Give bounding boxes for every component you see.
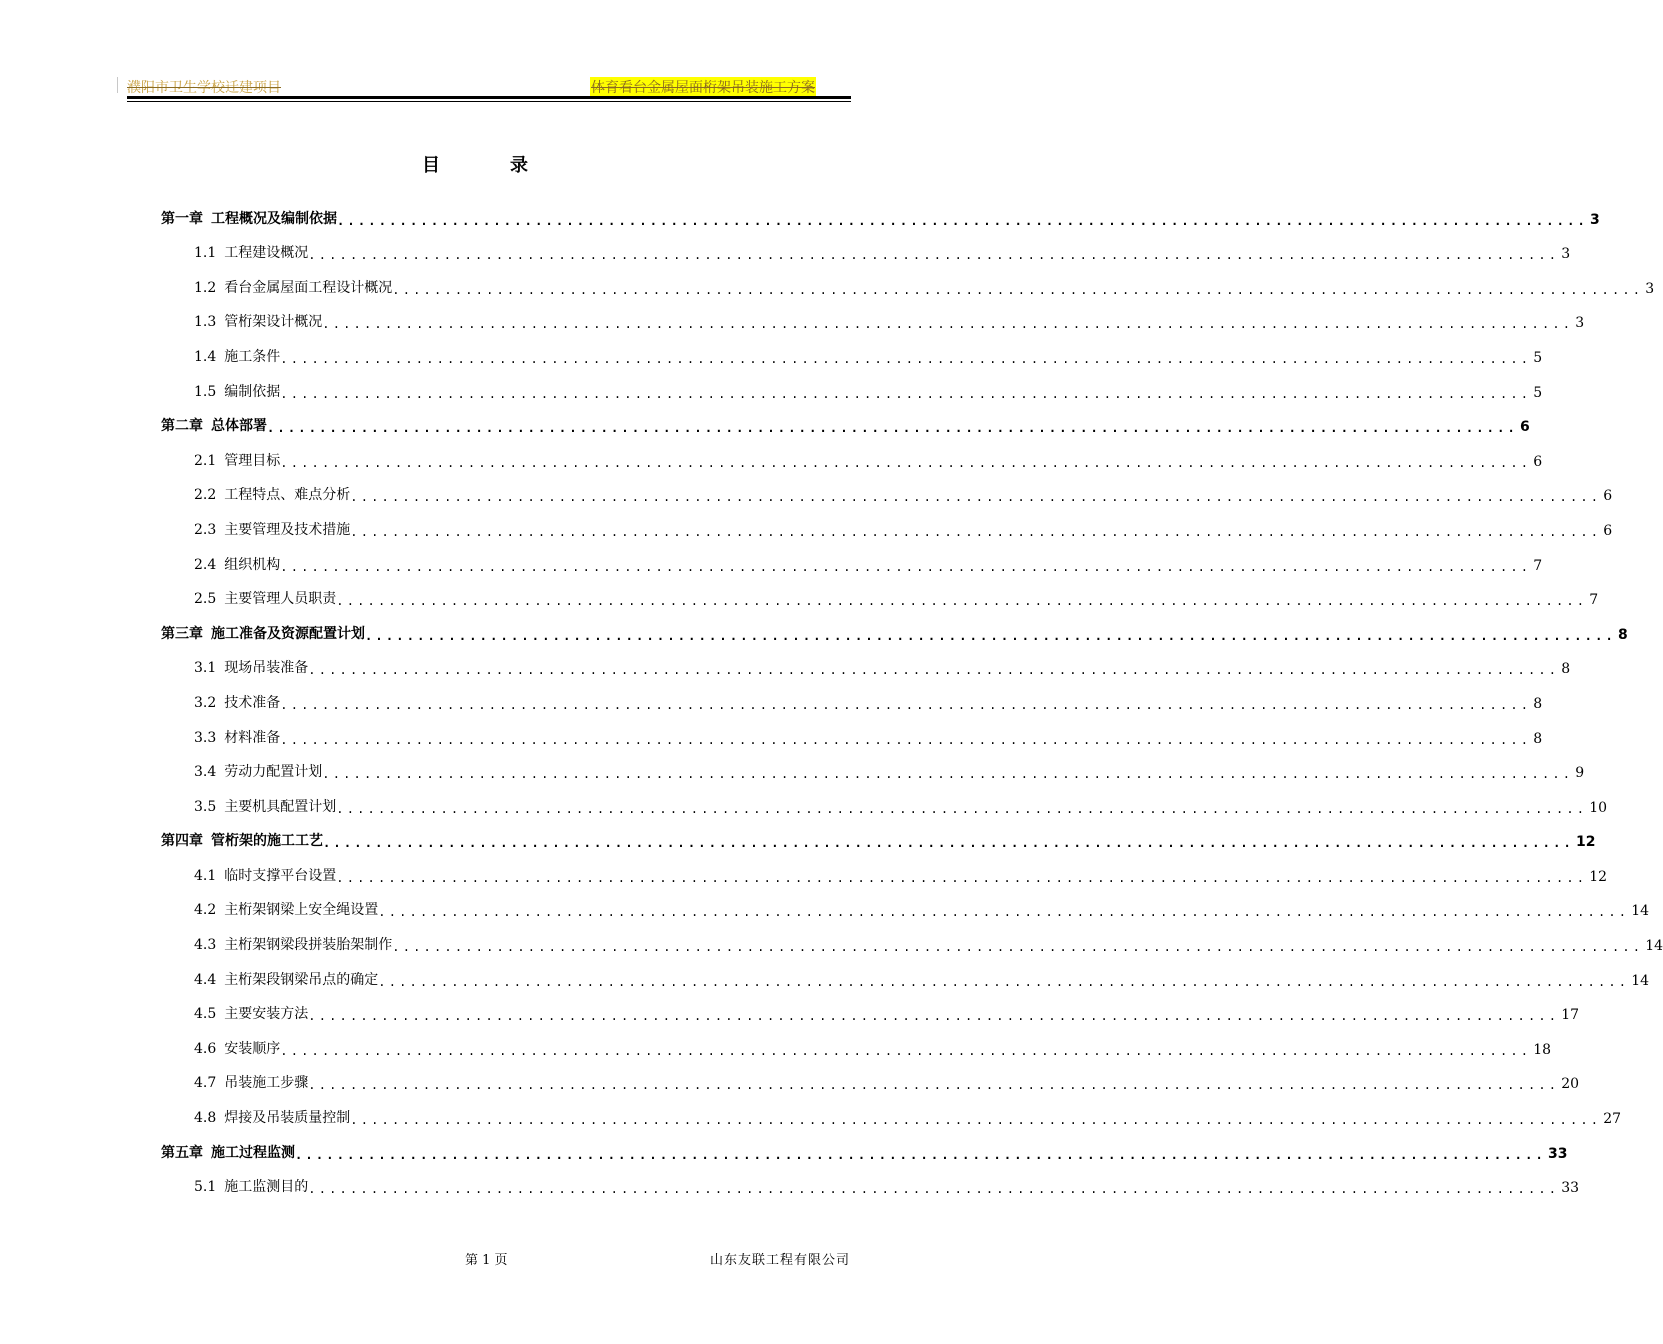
toc-entry-text: 管桁架设计概况 <box>224 314 323 331</box>
toc-dot-leader: ........................................................................................................................ <box>308 663 1560 678</box>
toc-section-entry[interactable] <box>161 922 1663 957</box>
toc-page-number: 6 <box>1519 419 1530 436</box>
toc-page-number: 14 <box>1631 972 1650 989</box>
toc-page-number: 5 <box>1533 384 1543 401</box>
toc-dot-leader: ........................................................................................................................ <box>350 490 1602 505</box>
toc-page-number: 12 <box>1575 834 1596 851</box>
toc-entry-number: 1.1 <box>194 245 217 262</box>
toc-chapter-entry[interactable] <box>161 611 1628 646</box>
toc-section-entry[interactable] <box>161 957 1650 992</box>
toc-entry-text: 工程特点、难点分析 <box>224 487 351 504</box>
toc-section-entry[interactable] <box>161 438 1543 473</box>
toc-page-number: 8 <box>1533 730 1543 747</box>
toc-chapter-entry[interactable] <box>161 819 1596 854</box>
toc-page-number: 7 <box>1589 592 1599 609</box>
toc-section-entry[interactable] <box>161 715 1543 750</box>
toc-entry-label <box>194 242 308 265</box>
toc-entry-number: 3.4 <box>194 764 217 781</box>
toc-entry-text: 临时支撑平台设置 <box>224 867 337 884</box>
toc-section-entry[interactable] <box>161 231 1571 266</box>
toc-page-number: 6 <box>1533 453 1543 470</box>
toc-dot-leader: ........................................................................................................................ <box>392 940 1644 955</box>
toc-entry-text: 主要机具配置计划 <box>224 798 337 815</box>
toc-section-entry[interactable] <box>161 369 1543 404</box>
toc-entry-number: 2.1 <box>194 452 217 469</box>
toc-entry-number: 第五章 <box>161 1144 203 1161</box>
toc-entry-label <box>194 796 336 819</box>
toc-page-number: 7 <box>1533 557 1543 574</box>
toc-entry-label <box>194 865 336 888</box>
toc-page-number: 14 <box>1645 938 1663 955</box>
toc-entry-text: 总体部署 <box>211 418 267 435</box>
toc-page-number: 8 <box>1533 695 1543 712</box>
toc-entry-number: 1.2 <box>194 279 217 296</box>
toc-title: 目录 <box>422 155 598 176</box>
toc-dot-leader: ........................................................................................................................ <box>267 421 1518 436</box>
toc-dot-leader: ........................................................................................................................ <box>392 282 1644 297</box>
toc-entry-number: 4.2 <box>194 902 217 919</box>
table-of-contents <box>161 196 1663 1199</box>
toc-page-number: 18 <box>1533 1041 1552 1058</box>
toc-dot-leader: ........................................................................................................................ <box>378 974 1630 989</box>
toc-page-number: 14 <box>1631 903 1650 920</box>
footer-company-name: 山东友联工程有限公司 <box>709 1253 850 1268</box>
toc-page-number: 5 <box>1533 349 1543 366</box>
toc-dot-leader: ........................................................................................................................ <box>378 905 1630 920</box>
toc-entry-text: 管桁架的施工工艺 <box>211 833 323 850</box>
toc-entry-number: 1.5 <box>194 383 217 400</box>
toc-dot-leader: ........................................................................................................................ <box>308 248 1560 263</box>
toc-entry-number: 第四章 <box>161 833 203 850</box>
toc-entry-label <box>161 1142 295 1165</box>
toc-entry-number: 2.2 <box>194 487 217 504</box>
toc-page-number: 3 <box>1575 315 1585 332</box>
toc-entry-text: 安装顺序 <box>224 1040 281 1057</box>
header-document-title: 体育看台金属屋面桁架吊装施工方案 <box>590 77 816 97</box>
toc-entry-text: 现场吊装准备 <box>224 660 309 677</box>
toc-entry-label <box>194 969 378 992</box>
toc-entry-label <box>194 657 308 680</box>
toc-section-entry[interactable] <box>161 473 1613 508</box>
toc-entry-label <box>194 311 322 334</box>
toc-section-entry[interactable] <box>161 507 1613 542</box>
toc-entry-label <box>161 415 267 438</box>
toc-entry-number: 3.2 <box>194 694 217 711</box>
toc-entry-text: 施工监测目的 <box>224 1179 309 1196</box>
toc-dot-leader: ........................................................................................................................ <box>280 455 1532 470</box>
toc-dot-leader: ........................................................................................................................ <box>337 213 1588 228</box>
toc-chapter-entry[interactable] <box>161 404 1530 439</box>
toc-entry-text: 主桁架钢梁上安全绳设置 <box>224 902 379 919</box>
footer-page-number: 第 1 页 <box>465 1253 508 1268</box>
toc-entry-label <box>194 1107 350 1130</box>
header-project-name: 濮阳市卫生学校迁建项目 <box>127 80 281 96</box>
toc-entry-text: 工程概况及编制依据 <box>211 210 337 227</box>
toc-dot-leader: ........................................................................................................................ <box>280 1043 1532 1058</box>
toc-dot-leader: ........................................................................................................................ <box>308 1182 1560 1197</box>
toc-dot-leader: ........................................................................................................................ <box>365 628 1616 643</box>
toc-entry-text: 施工条件 <box>224 348 281 365</box>
toc-entry-text: 施工准备及资源配置计划 <box>211 625 365 642</box>
toc-entry-label <box>194 554 280 577</box>
toc-dot-leader: ........................................................................................................................ <box>350 524 1602 539</box>
toc-entry-label <box>194 277 392 300</box>
toc-entry-label <box>194 1038 280 1061</box>
toc-section-entry[interactable] <box>161 750 1585 785</box>
toc-entry-number: 4.5 <box>194 1006 217 1023</box>
toc-entry-label <box>194 727 280 750</box>
toc-entry-number: 第三章 <box>161 625 203 642</box>
toc-entry-text: 主要管理及技术措施 <box>224 521 351 538</box>
toc-dot-leader: ........................................................................................................................ <box>336 870 1588 885</box>
toc-section-entry[interactable] <box>161 680 1543 715</box>
toc-entry-text: 主桁架段钢梁吊点的确定 <box>224 971 379 988</box>
toc-section-entry[interactable] <box>161 542 1543 577</box>
toc-entry-text: 管理目标 <box>224 452 281 469</box>
toc-dot-leader: ........................................................................................................................ <box>280 386 1532 401</box>
toc-entry-number: 4.4 <box>194 971 217 988</box>
toc-section-entry[interactable] <box>161 1026 1552 1061</box>
toc-page-number: 3 <box>1645 280 1655 297</box>
toc-entry-number: 2.3 <box>194 521 217 538</box>
toc-entry-number: 第二章 <box>161 418 203 435</box>
toc-entry-number: 4.7 <box>194 1075 217 1092</box>
toc-dot-leader: ........................................................................................................................ <box>308 1078 1560 1093</box>
toc-chapter-entry[interactable] <box>161 1130 1568 1165</box>
toc-dot-leader: ........................................................................................................................ <box>336 801 1588 816</box>
toc-entry-label <box>194 588 336 611</box>
toc-entry-label <box>161 208 337 231</box>
toc-entry-text: 主要管理人员职责 <box>224 591 337 608</box>
toc-entry-number: 5.1 <box>194 1179 217 1196</box>
toc-dot-leader: ........................................................................................................................ <box>322 317 1574 332</box>
toc-entry-label <box>194 899 378 922</box>
toc-entry-text: 施工过程监测 <box>211 1144 295 1161</box>
toc-dot-leader: ........................................................................................................................ <box>350 1113 1602 1128</box>
toc-entry-number: 第一章 <box>161 210 203 227</box>
toc-entry-number: 3.5 <box>194 798 217 815</box>
toc-entry-label <box>161 830 323 853</box>
toc-entry-label <box>194 692 280 715</box>
toc-entry-label <box>194 381 280 404</box>
toc-section-entry[interactable] <box>161 300 1585 335</box>
toc-entry-label <box>194 346 280 369</box>
toc-section-entry[interactable] <box>161 1165 1580 1200</box>
toc-entry-text: 组织机构 <box>224 556 281 573</box>
toc-dot-leader: ........................................................................................................................ <box>336 594 1588 609</box>
toc-entry-text: 主桁架钢梁段拼装胎架制作 <box>224 937 393 954</box>
toc-entry-label <box>194 1072 308 1095</box>
toc-section-entry[interactable] <box>161 265 1655 300</box>
toc-page-number: 8 <box>1561 661 1571 678</box>
toc-page-number: 17 <box>1561 1007 1580 1024</box>
toc-entry-number: 4.8 <box>194 1110 217 1127</box>
header-margin-mark <box>117 77 118 93</box>
toc-entry-label <box>194 934 392 957</box>
toc-entry-label <box>194 761 322 784</box>
toc-entry-number: 3.1 <box>194 660 217 677</box>
toc-page-number: 3 <box>1589 211 1600 228</box>
toc-entry-text: 劳动力配置计划 <box>224 764 323 781</box>
toc-page-number: 33 <box>1561 1180 1580 1197</box>
toc-entry-text: 材料准备 <box>224 729 281 746</box>
toc-section-entry[interactable] <box>161 888 1650 923</box>
toc-dot-leader: ........................................................................................................................ <box>323 836 1574 851</box>
toc-page-number: 8 <box>1617 626 1628 643</box>
toc-entry-text: 焊接及吊装质量控制 <box>224 1110 351 1127</box>
toc-dot-leader: ........................................................................................................................ <box>322 767 1574 782</box>
toc-page-number: 27 <box>1603 1111 1622 1128</box>
toc-dot-leader: ........................................................................................................................ <box>280 697 1532 712</box>
toc-entry-number: 2.4 <box>194 556 217 573</box>
toc-entry-number: 4.6 <box>194 1040 217 1057</box>
toc-entry-label <box>194 1003 308 1026</box>
toc-section-entry[interactable] <box>161 646 1571 681</box>
toc-entry-number: 3.3 <box>194 729 217 746</box>
toc-page-number: 12 <box>1589 868 1608 885</box>
toc-dot-leader: ........................................................................................................................ <box>280 351 1532 366</box>
toc-dot-leader: ........................................................................................................................ <box>308 1009 1560 1024</box>
toc-entry-text: 工程建设概况 <box>224 245 309 262</box>
toc-dot-leader: ........................................................................................................................ <box>280 559 1532 574</box>
toc-entry-label <box>194 519 350 542</box>
toc-chapter-entry[interactable] <box>161 196 1600 231</box>
toc-page-number: 6 <box>1603 488 1613 505</box>
toc-dot-leader: ........................................................................................................................ <box>295 1147 1546 1162</box>
toc-section-entry[interactable] <box>161 1061 1580 1096</box>
toc-entry-text: 主要安装方法 <box>224 1006 309 1023</box>
toc-page-number: 9 <box>1575 765 1585 782</box>
toc-entry-label <box>194 450 280 473</box>
toc-section-entry[interactable] <box>161 334 1543 369</box>
header-rule-thick <box>127 96 851 99</box>
toc-entry-label <box>194 1176 308 1199</box>
toc-entry-text: 看台金属屋面工程设计概况 <box>224 279 393 296</box>
toc-section-entry[interactable] <box>161 784 1608 819</box>
toc-entry-number: 1.4 <box>194 348 217 365</box>
toc-entry-number: 1.3 <box>194 314 217 331</box>
toc-page-number: 6 <box>1603 522 1613 539</box>
toc-page-number: 20 <box>1561 1076 1580 1093</box>
toc-section-entry[interactable] <box>161 1095 1622 1130</box>
toc-section-entry[interactable] <box>161 853 1608 888</box>
toc-entry-text: 吊装施工步骤 <box>224 1075 309 1092</box>
toc-dot-leader: ........................................................................................................................ <box>280 732 1532 747</box>
toc-page-number: 10 <box>1589 799 1608 816</box>
toc-section-entry[interactable] <box>161 992 1580 1027</box>
toc-entry-number: 4.3 <box>194 937 217 954</box>
header-rule-thin <box>127 101 851 102</box>
toc-section-entry[interactable] <box>161 577 1599 612</box>
toc-entry-number: 4.1 <box>194 867 217 884</box>
toc-entry-number: 2.5 <box>194 591 217 608</box>
toc-page-number: 3 <box>1561 246 1571 263</box>
toc-page-number: 33 <box>1547 1145 1568 1162</box>
toc-entry-text: 技术准备 <box>224 694 281 711</box>
toc-entry-text: 编制依据 <box>224 383 281 400</box>
toc-entry-label <box>194 484 350 507</box>
toc-entry-label <box>161 623 365 646</box>
